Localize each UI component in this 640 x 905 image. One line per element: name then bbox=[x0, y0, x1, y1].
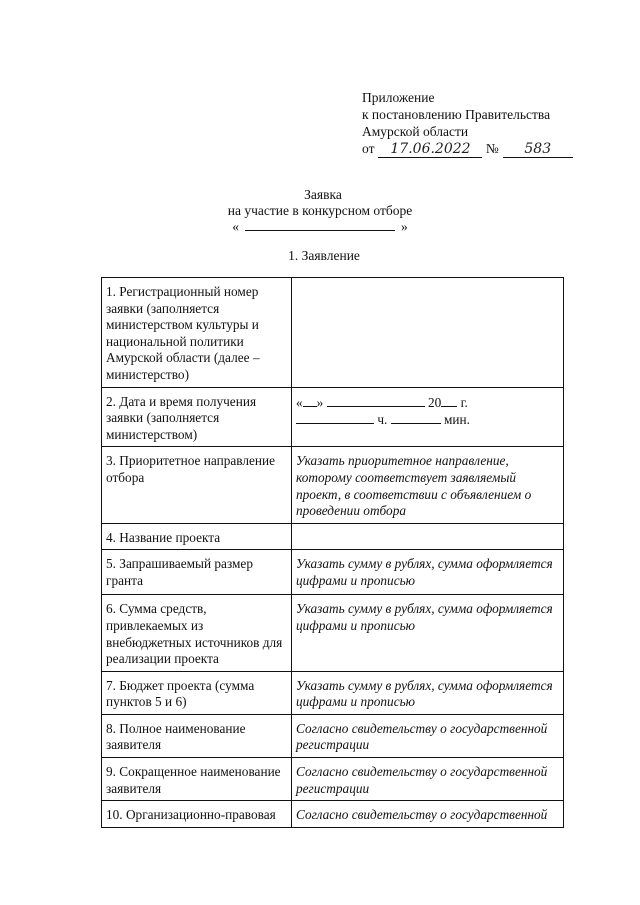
competition-name-blank: « » bbox=[232, 219, 408, 234]
row-label: 10. Организационно-правовая bbox=[102, 801, 292, 828]
table-row bbox=[102, 278, 564, 388]
row-value: Указать сумму в рублях, сумма оформляется цифрами и прописью bbox=[292, 595, 564, 671]
row-label: 1. Регистрационный номер заявки (заполняется министерством культуры и национальной политики Амурской области (далее – министерство) bbox=[102, 278, 292, 388]
row-value: Согласно свидетельству о государственной регистрации bbox=[292, 714, 564, 757]
minutes-blank bbox=[391, 411, 441, 424]
row-value bbox=[292, 523, 564, 550]
month-blank bbox=[327, 394, 425, 407]
appendix-region: Амурской области bbox=[362, 124, 469, 139]
table-row bbox=[102, 447, 564, 523]
table-row bbox=[102, 523, 564, 550]
application-table bbox=[101, 277, 564, 828]
day-blank bbox=[303, 394, 317, 407]
table-row bbox=[102, 714, 564, 757]
table-row bbox=[102, 671, 564, 714]
row-value: Согласно свидетельству о государственной bbox=[292, 801, 564, 828]
hours-blank bbox=[296, 411, 374, 424]
row-label: 5. Запрашиваемый размер гранта bbox=[102, 550, 292, 595]
row-value: Указать сумму в рублях, сумма оформляется цифрами и прописью bbox=[292, 671, 564, 714]
row-label: 7. Бюджет проекта (сумма пунктов 5 и 6) bbox=[102, 671, 292, 714]
row-label: 3. Приоритетное направление отбора bbox=[102, 447, 292, 523]
appendix-resolution: к постановлению Правительства bbox=[362, 107, 551, 122]
table-row bbox=[102, 595, 564, 671]
from-label: от bbox=[362, 141, 375, 156]
blank-line bbox=[245, 219, 395, 231]
row-label: 6. Сумма средств, привлекаемых из внебюджетных источников для реализации проекта bbox=[102, 595, 292, 671]
row-label: 4. Название проекта bbox=[102, 523, 292, 550]
table-row bbox=[102, 550, 564, 595]
time-fill-row: ч. мин. bbox=[296, 411, 559, 429]
row-value bbox=[292, 278, 564, 388]
table-row bbox=[102, 801, 564, 828]
row-label: 9. Сокращенное наименование заявителя bbox=[102, 758, 292, 801]
row-value: Указать сумму в рублях, сумма оформляется цифрами и прописью bbox=[292, 550, 564, 595]
document-title bbox=[0, 187, 640, 235]
appendix-date-number bbox=[362, 140, 573, 158]
row-value: Согласно свидетельству о государственной регистрации bbox=[292, 758, 564, 801]
row-value: Указать приоритетное направление, которому соответствует заявляемый проект, в соответствии с объявлением о проведении отбора bbox=[292, 447, 564, 523]
table-row bbox=[102, 758, 564, 801]
number-label: № bbox=[485, 141, 499, 156]
handwritten-date: 17.06.2022 bbox=[378, 142, 482, 158]
section-title: 1. Заявление bbox=[288, 248, 360, 263]
row-label: 8. Полное наименование заявителя bbox=[102, 714, 292, 757]
date-fill-row: « » 20 г. bbox=[296, 394, 468, 410]
title-line-2: на участие в конкурсном отборе bbox=[227, 203, 413, 218]
appendix-title: Приложение bbox=[362, 90, 435, 105]
title-line-1: Заявка bbox=[304, 187, 342, 202]
handwritten-number: 583 bbox=[503, 142, 573, 158]
year-blank bbox=[441, 394, 457, 407]
row-label: 2. Дата и время получения заявки (заполняется министерством) bbox=[102, 387, 292, 447]
datetime-fill bbox=[292, 387, 564, 447]
appendix-header bbox=[362, 89, 573, 158]
table-row bbox=[102, 387, 564, 447]
